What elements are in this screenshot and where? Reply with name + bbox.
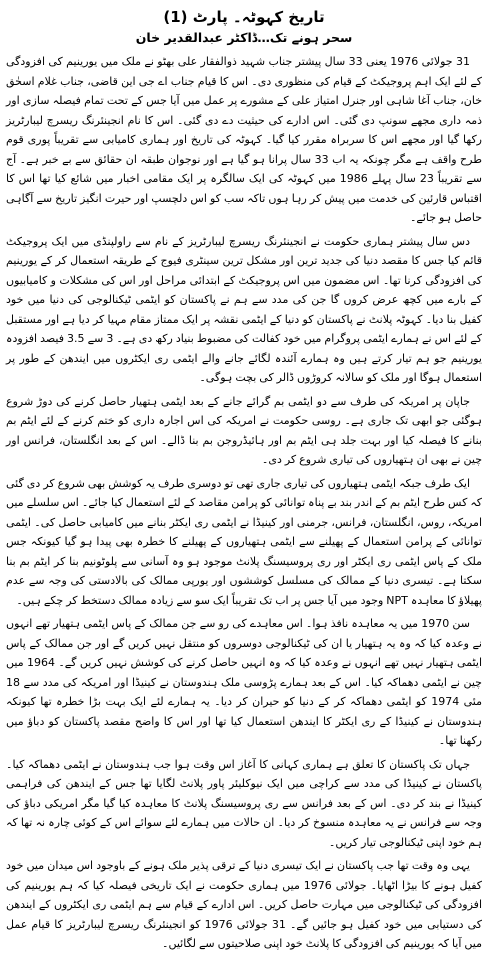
article-title: تاریخ کہوٹہ۔ پارٹ (1) bbox=[163, 8, 325, 26]
paragraph: جاپان پر امریکہ کی طرف سے دو ایٹمی بم گرائے جانے کے بعد ایٹمی ہتھیار حاصل کرنے کی دوڑ شروع ہوگئی جو ابھی تک جاری ہے۔ روسی حکومت نے امریکہ کی اس اجارہ داری کو ختم کرنے کے لئے ایٹم بم بنانے کا فیصلہ کیا اور بہت جلد ہی ایٹم بم اور ہائیڈروجن بم بنا ڈالے۔ اس کے بعد انگلستان، فرانس اور چین نے بھی ان ہتھیاروں کی تیاری شروع کر دی۔ bbox=[6, 394, 482, 466]
article-byline: سحر ہونے تک…ڈاکٹر عبدالقدیر خان bbox=[135, 30, 353, 45]
paragraph: 31 جولائی 1976 یعنی 33 سال پیشتر جناب شہید ذوالفقار علی بھٹو نے ملک میں یورینیم کی افزودگی کے لئے ایک اہم پروجیکٹ کے قیام کی منظوری دی۔ اس کا قیام جناب اے جی این قاضی، جناب غلام اسحٰق خان، جناب آغا شاہی اور جنرل امتیاز علی کے مشورے پر عمل میں آیا جس کے تحت تمام فیصلہ سازی اور ذمہ داری مجھے سونپ دی گئی۔ اس ادارے کی حیثیت دے دی گئی۔ اس کا نام انجینئرنگ ریسرچ لیبارٹریز رکھا گیا اور مجھے اس کا سربراہ مقرر کیا گیا۔ کہوٹہ کی تاریخ اور ہماری کامیابی سے تقریباً پوری قوم طرح واقف ہے مگر چونکہ یہ اب 33 سال پرانا ہو گیا ہے اور نوجوان طبقہ ان حقائق سے بے خبر ہے۔ آج سے تقریباً 23 سال پہلے 1986 میں کہوٹہ کی ایک سالگرہ پر ایک مقامی اخبار میں شائع کیا تھا اس کا اقتباس قارئین کی خدمت میں پیش کر رہا ہوں تاکہ سب کو اس دلچسپ اور حیرت انگیز تاریخ سے آگاہی حاصل ہو جائے۔ bbox=[6, 55, 482, 224]
paragraph: یہی وہ وقت تھا جب پاکستان نے ایک تیسری دنیا کے ترقی پذیر ملک ہونے کے باوجود اس میدان میں خود کفیل ہونے کا بیڑا اٹھایا۔ جولائی 1976 میں ہماری حکومت نے ایک تاریخی فیصلہ کیا کہ ہم یورینیم کی افزودگی کی ٹیکنالوجی میں مہارت حاصل کریں۔ اس ادارے کے قیام سے ہم ایٹمی ری ایکٹروں کے ایندھن کی دستیابی میں خود کفیل ہو جائیں گے۔ 31 جولائی 1976 کو انجینئرنگ ریسرچ لیبارٹریز کا قیام عمل میں آیا کہ یورینیم کی افزودگی کا پلانٹ خود اپنی صلاحیتوں سے لگائیں۔ bbox=[6, 859, 483, 950]
article-body bbox=[6, 52, 482, 954]
paragraph: ایک طرف جبکہ ایٹمی ہتھیاروں کی تیاری جاری تھی تو دوسری طرف یہ کوشش بھی شروع کر دی گئی کہ کس طرح ایٹم بم کے اندر بند بے پناہ توانائی کو پرامن مقاصد کے لئے استعمال کیا جائے۔ اس سلسلے میں امریکہ، روس، انگلستان، فرانس، جرمنی اور کینیڈا نے ایٹمی ری ایکٹر بنانے میں کامیابی حاصل کی۔ ایٹمی توانائی کے پرامن استعمال کے پھیلنے سے ایٹمی ہتھیاروں کے پھیلنے کا خطرہ بھی پیدا ہو گیا کیونکہ جس ملک کے پاس ایٹمی ری ایکٹر اور ری پروسیسنگ پلانٹ موجود ہو وہ آسانی سے پلوٹونیم بنا کر ایٹم بم بنا سکتا ہے۔ تیسری دنیا کے ممالک کی مسلسل کوششوں اور یورپی ممالک کی بالادستی کی وجہ سے عدم پھیلاؤ کا معاہدہ NPT وجود میں آیا جس پر اب تک تقریباً ایک سو سے زیادہ ممالک دستخط کر چکے ہیں۔ bbox=[6, 476, 482, 607]
paragraph: جہاں تک پاکستان کا تعلق ہے ہماری کہانی کا آغاز اس وقت ہوا جب ہندوستان نے ایٹمی دھماکہ کیا۔ پاکستان نے کینیڈا کی مدد سے کراچی میں ایک نیوکلیئر پاور پلانٹ لگایا تھا جس کے ایندھن کی فراہمی کینیڈا نے بند کر دی۔ اس کے بعد فرانس سے ری پروسیسنگ پلانٹ کا معاہدہ کیا گیا مگر امریکی دباؤ کی وجہ سے فرانس نے یہ معاہدہ منسوخ کر دیا۔ ان حالات میں ہمارے لئے سوائے اس کے کوئی چارہ نہ تھا کہ ہم خود اپنی ٹیکنالوجی تیار کریں۔ bbox=[6, 757, 482, 849]
newspaper-column bbox=[6, 6, 482, 948]
paragraph: دس سال پیشتر ہماری حکومت نے انجینئرنگ ریسرچ لیبارٹریز کے نام سے راولپنڈی میں ایک پروجیکٹ قائم کیا جس کا مقصد دنیا کی جدید ترین اور مشکل ترین سینٹری فیوج کے طریقہ استعمال کر کے یورینیم کی افزودگی کرنا تھا۔ اس مضمون میں اس پروجیکٹ کے ابتدائی مراحل اور اس کی مشکلات و کامیابیوں کے بارے میں کچھ عرض کروں گا جن کی مدد سے ہم نے پاکستان کو ایٹمی ٹیکنالوجی کی دنیا میں خود کفیل بنا دیا۔ کہوٹہ پلانٹ نے پاکستان کو دنیا کے ایٹمی نقشہ پر ایک ممتاز مقام مہیا کر دیا ہے اور مستقبل کے لئے اس نے ہمارے ایٹمی پروگرام میں خود کفالت کی مضبوط بنیاد رکھ دی ہے۔ 3 سے 3.5 فیصد افزودہ یورینیم جو ہم تیار کرتے ہیں وہ ہمارے آئندہ لگائے جانے والے ایٹمی ری ایکٹروں میں ایندھن کے طور پر استعمال ہوگا اور ملک کو سالانہ کروڑوں ڈالر کی بچت ہوگی۔ bbox=[6, 234, 482, 384]
paragraph: سن 1970 میں یہ معاہدہ نافذ ہوا۔ اس معاہدے کی رو سے جن ممالک کے پاس ایٹمی ہتھیار تھے انہوں نے وعدہ کیا کہ وہ یہ ہتھیار یا ان کی ٹیکنالوجی دوسروں کو منتقل نہیں کریں گے اور جن ممالک کے پاس ایٹمی ہتھیار نہیں تھے انہوں نے وعدہ کیا کہ وہ انہیں حاصل کرنے کی کوشش نہیں کریں گے۔ 1964 میں چین نے ایٹمی دھماکہ کیا۔ اس کے بعد ہمارے پڑوسی ملک ہندوستان نے کینیڈا اور امریکہ کی مدد سے 18 مئی 1974 کو ایٹمی دھماکہ کر کے دنیا کو حیران کر دیا۔ یہ ہمارے لئے ایک بہت بڑا خطرہ تھا کیونکہ ہندوستان نے کینیڈا کے ری ایکٹر کا ایندھن استعمال کیا تھا اور اس کا واضح مقصد پاکستان کو دباؤ میں رکھنا تھا۔ bbox=[6, 617, 482, 747]
